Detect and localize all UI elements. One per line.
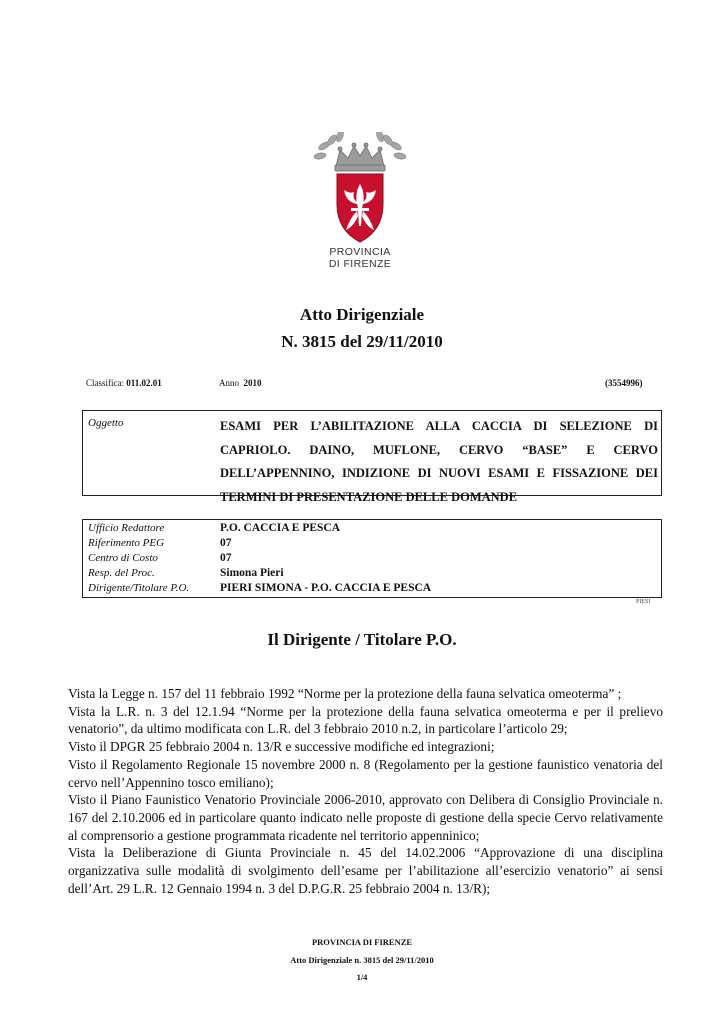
anno: [219, 378, 262, 388]
anno-label: Anno: [219, 378, 239, 388]
info-row: [83, 552, 663, 567]
document-number: N. 3815 del 29/11/2010: [281, 332, 443, 351]
classifica-label: Classifica:: [86, 378, 124, 388]
footer-org: PROVINCIA DI FIRENZE: [311, 937, 413, 947]
body-paragraph: Visto il Regolamento Regionale 15 novembre 2000 n. 8 (Regolamento per la gestione faunistico venatoria del cervo nell’Appennino tosco emiliano);: [68, 756, 663, 790]
logo-line-2: DI FIRENZE: [328, 258, 392, 270]
info-key: Resp. del Proc.: [88, 567, 155, 579]
info-row: [83, 522, 663, 537]
logo-line-1: PROVINCIA: [329, 246, 391, 258]
oggetto-label: Oggetto: [88, 417, 124, 429]
body-paragraph: Visto il Piano Faunistico Venatorio Provinciale 2006-2010, approvato con Delibera di Consiglio Provinciale n. 167 del 2.10.2006 ed in particolare quanto indicato nelle proposte di gestione della specie Cervo relativamente al comprensorio a gestione programmata ricadente nel territorio appenninico;: [68, 792, 663, 843]
document-title: Atto Dirigenziale: [299, 305, 425, 324]
oggetto-text: ESAMI PER L’ABILITAZIONE ALLA CACCIA DI SELEZIONE DI CAPRIOLO. DAINO, MUFLONE, CERVO “BASE” E CERVO DELL’APPENNINO, INDIZIONE DI NUOVI ESAMI E FISSAZIONE DEI TERMINI DI PRESENTAZIONE DELLE DOMANDE: [220, 419, 658, 504]
body-paragraph: Visto il DPGR 25 febbraio 2004 n. 13/R e successive modifiche ed integrazioni;: [68, 739, 495, 755]
info-row: [83, 537, 663, 552]
crest-icon: [310, 132, 410, 244]
page-number: 1/4: [356, 972, 368, 982]
body-paragraph: Vista la Legge n. 157 del 11 febbraio 1992 “Norme per la protezione della fauna selvatica omeoterma” ;: [68, 686, 622, 701]
document-body: [68, 685, 663, 897]
info-row: [83, 582, 663, 597]
info-key: Riferimento PEG: [88, 537, 165, 549]
info-value: Simona Pieri: [220, 567, 284, 579]
provincia-logo: [310, 132, 410, 272]
document-code: (3554996): [605, 378, 643, 388]
info-row: [83, 567, 663, 582]
info-value: 07: [220, 552, 232, 564]
info-value: P.O. CACCIA E PESCA: [220, 522, 341, 534]
body-paragraph: Vista la Deliberazione di Giunta Provinciale n. 45 del 14.02.2006 “Approvazione di una disciplina organizzativa sulle modalità di svolgimento dell’esame per l’abilitazione all’esercizio venatorio” ai sensi dell’Art. 29 L.R. 12 Gennaio 1994 n. 3 del D.P.G.R. 25 febbraio 2004 n. 13/R);: [68, 845, 663, 896]
classifica: [86, 378, 162, 388]
anno-value: 2010: [243, 378, 262, 388]
info-value: 07: [220, 537, 232, 549]
info-key: Centro di Costo: [88, 552, 158, 564]
footer-doc: Atto Dirigenziale n. 3815 del 29/11/2010: [290, 955, 434, 965]
oggetto-box: [82, 410, 662, 504]
section-title: Il Dirigente / Titolare P.O.: [267, 630, 457, 649]
info-box: [82, 519, 662, 598]
info-value: PIERI SIMONA - P.O. CACCIA E PESCA: [220, 582, 432, 594]
info-key: Dirigente/Titolare P.O.: [88, 582, 190, 594]
info-key: Ufficio Redattore: [88, 522, 165, 534]
classifica-value: 011.02.01: [126, 378, 162, 388]
body-paragraph: Vista la L.R. n. 3 del 12.1.94 “Norme per la protezione della fauna selvatica omeoterma e per il prelievo venatorio”, da ultimo modificata con L.R. del 3 febbraio 2010 n.2, in particolare l’articolo 29;: [68, 703, 663, 737]
piesi-tag: PIESI: [636, 599, 651, 605]
